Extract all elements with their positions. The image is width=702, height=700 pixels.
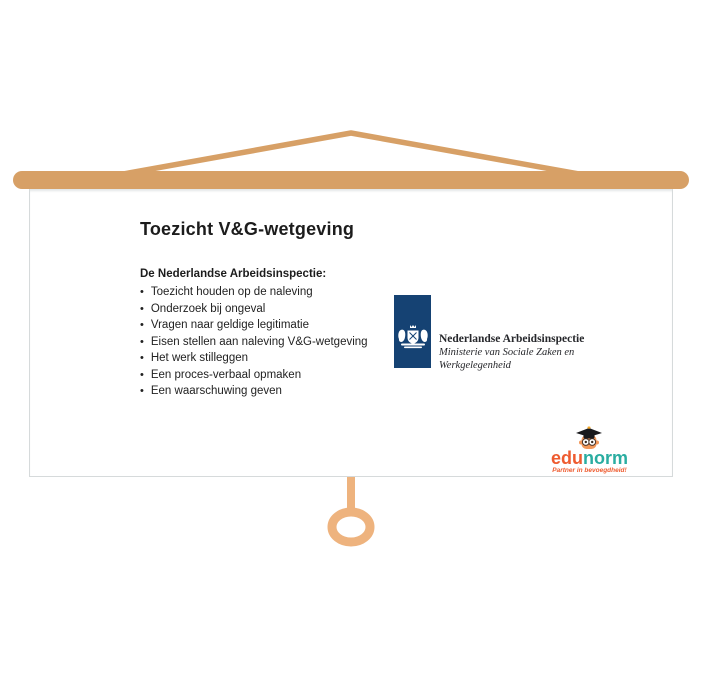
edunorm-logo (551, 425, 628, 474)
coat-of-arms-icon (398, 324, 428, 350)
bullet-item: • Het werk stilleggen (140, 350, 368, 367)
bullet-item: • Een waarschuwing geven (140, 383, 368, 400)
bullet-item: • Vragen naar geldige legitimatie (140, 317, 368, 334)
government-logo-text (439, 332, 584, 372)
bullet-item: • Onderzoek bij ongeval (140, 301, 368, 318)
slide-lead-heading: De Nederlandse Arbeidsinspectie: (140, 268, 327, 280)
government-logo-ministry-line2: Werkgelegenheid (439, 360, 511, 371)
government-logo-name: Nederlandse Arbeidsinspectie (439, 333, 585, 345)
edunorm-tagline: Partner in bevoegdheid! (552, 467, 627, 474)
edunorm-wordmark-norm: norm (583, 448, 628, 468)
bullet-item: • Een proces-verbaal opmaken (140, 367, 368, 384)
edunorm-wordmark-edu: edu (550, 448, 583, 468)
bullet-item: • Toezicht houden op de naleving (140, 284, 368, 301)
pull-ring (332, 512, 370, 542)
slide-surface (29, 189, 673, 477)
bullet-item: • Eisen stellen aan naleving V&G-wetgeving (140, 334, 368, 351)
slide-bullet-list (140, 284, 368, 400)
slide-title: Toezicht V&G-wetgeving (140, 219, 355, 239)
government-logo (394, 295, 584, 372)
pull-rod (347, 477, 355, 511)
screen-top-bar (13, 171, 689, 189)
edunorm-wordmark (551, 450, 628, 466)
hanger-triangle (112, 133, 590, 176)
government-logo-flag (394, 295, 431, 368)
government-logo-ministry-line1: Ministerie van Sociale Zaken en (439, 347, 575, 358)
